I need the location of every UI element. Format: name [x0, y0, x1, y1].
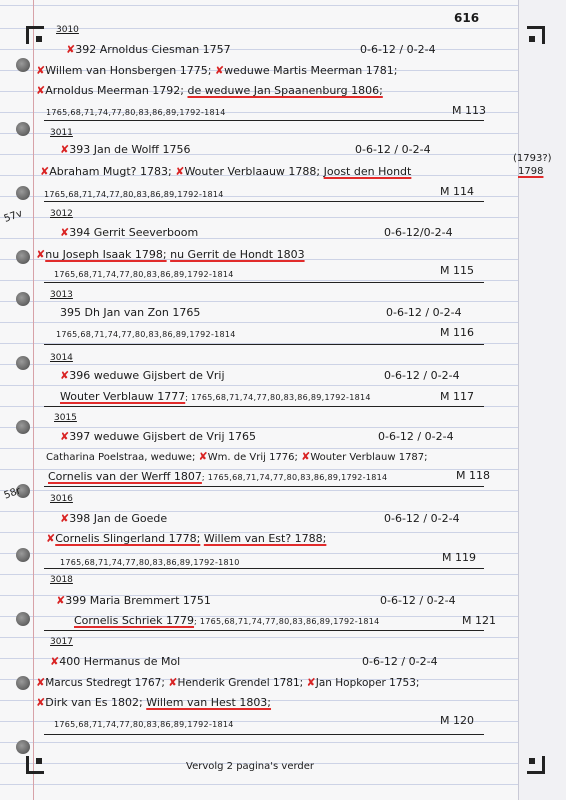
owner-name: 392 Arnoldus Ciesman 1757 [75, 43, 231, 56]
margin-line [33, 0, 34, 800]
cross-mark-icon: ✘ [60, 369, 70, 382]
divider [44, 486, 484, 487]
binder-hole-icon [16, 420, 30, 434]
divider [44, 282, 484, 283]
owner-name: Henderik Grendel 1781; [177, 677, 304, 689]
entry-number: 3018 [50, 575, 73, 585]
footer-note: Vervolg 2 pagina's verder [186, 761, 315, 772]
cross-mark-icon: ✘ [40, 165, 50, 178]
owner-name: 394 Gerrit Seeverboom [69, 226, 199, 239]
owner-name-underlined: Cornelis Slingerland 1778; [55, 532, 201, 545]
margin-note: 58r [2, 485, 23, 502]
cross-mark-icon: ✘ [56, 594, 66, 607]
register-ref: M 116 [440, 326, 474, 339]
corner-marker-icon [26, 26, 44, 44]
cross-mark-icon: ✘ [36, 64, 46, 77]
binder-hole-icon [16, 356, 30, 370]
divider [44, 344, 484, 345]
year-list: ; 1765,68,71,74,77,80,83,86,89,1792-1814 [201, 473, 388, 482]
owner-name-underlined: Joost den Hondt [323, 165, 412, 178]
entry-number: 3012 [50, 209, 73, 219]
owner-name-underlined: Cornelis van der Werff 1807 [48, 470, 202, 483]
owner-name: Marcus Stedregt 1767; [45, 677, 165, 689]
cross-mark-icon: ✘ [60, 226, 70, 239]
entry-number: 3014 [50, 353, 73, 363]
tax-amount: 0-6-12 / 0-2-4 [378, 430, 454, 443]
entry-number: 3011 [50, 128, 73, 138]
register-ref: M 119 [442, 551, 476, 564]
owner-name: 398 Jan de Goede [69, 512, 168, 525]
binder-hole-icon [16, 548, 30, 562]
year-list: ; 1765,68,71,74,77,80,83,86,89,1792-1814 [194, 617, 380, 626]
register-ref: M 117 [440, 390, 474, 403]
divider [44, 630, 484, 631]
cross-mark-icon: ✘ [214, 64, 225, 77]
register-ref: M 113 [452, 104, 486, 117]
year-list: 1765,68,71,74,77,80,83,86,89,1792-1810 [60, 558, 240, 567]
entry-number: 3016 [50, 494, 73, 504]
year-list: ; 1765,68,71,74,77,80,83,86,89,1792-1814 [185, 393, 371, 402]
margin-note: 57v [2, 208, 24, 225]
binder-hole-icon [16, 58, 30, 72]
cross-mark-icon: ✘ [60, 512, 70, 525]
owner-name-underlined: Willem van Hest 1803; [146, 696, 272, 709]
cross-mark-icon: ✘ [46, 532, 56, 545]
owner-name: 400 Hermanus de Mol [59, 655, 181, 668]
binder-hole-icon [16, 612, 30, 626]
cross-mark-icon: ✘ [60, 430, 70, 443]
owner-name: Jan Hopkoper 1753; [315, 677, 420, 689]
binder-hole-icon [16, 740, 30, 754]
owner-name: Willem van Honsbergen 1775; [45, 64, 212, 77]
owner-name: Dirk van Es 1802; [45, 696, 143, 709]
divider [44, 568, 484, 569]
cross-mark-icon: ✘ [36, 248, 46, 261]
date-note: 1798 [518, 166, 544, 177]
owner-name-underlined: de weduwe Jan Spaanenburg 1806; [187, 84, 383, 97]
year-list: 1765,68,71,74,77,80,83,86,89,1792-1814 [46, 108, 226, 117]
owner-name-underlined: nu Joseph Isaak 1798; [45, 248, 167, 261]
tax-amount: 0-6-12/0-2-4 [384, 226, 453, 239]
register-ref: M 114 [440, 185, 474, 198]
tax-amount: 0-6-12 / 0-2-4 [384, 369, 460, 382]
divider [44, 406, 484, 407]
cross-mark-icon: ✘ [60, 143, 70, 156]
cross-mark-icon: ✘ [301, 450, 311, 463]
owner-name: 395 Dh Jan van Zon 1765 [60, 306, 201, 319]
register-ref: M 120 [440, 714, 474, 727]
owner-name: 399 Maria Bremmert 1751 [65, 594, 211, 607]
binder-hole-icon [16, 122, 30, 136]
owner-name: Wouter Verblauw 1787; [310, 452, 428, 463]
corner-marker-icon [26, 756, 44, 774]
entry-number: 3015 [54, 413, 77, 423]
corner-marker-icon [527, 26, 545, 44]
owner-name: 393 Jan de Wolff 1756 [69, 143, 191, 156]
owner-name: weduwe Martis Meerman 1781; [224, 64, 398, 77]
register-ref: M 118 [456, 469, 490, 482]
page-edge-strip [519, 0, 566, 800]
owner-name-underlined: Willem van Est? 1788; [203, 532, 327, 545]
owner-name: Abraham Mugt? 1783; [49, 165, 172, 178]
binder-hole-icon [16, 676, 30, 690]
owner-name: Wm. de Vrij 1776; [207, 452, 298, 463]
year-list: 1765,68,71,74,77,80,83,86,89,1792-1814 [44, 190, 224, 199]
divider [44, 120, 484, 121]
cross-mark-icon: ✘ [36, 676, 46, 689]
page-edge-line [518, 0, 519, 800]
cross-mark-icon: ✘ [198, 450, 208, 463]
tax-amount: 0-6-12 / 0-2-4 [362, 655, 438, 668]
year-list: 1765,68,71,74,77,80,83,86,89,1792-1814 [54, 270, 234, 279]
tax-amount: 0-6-12 / 0-2-4 [386, 306, 462, 319]
cross-mark-icon: ✘ [50, 655, 60, 668]
owner-name: Wouter Verblaauw 1788; [184, 165, 321, 178]
entry-number: 3017 [50, 637, 73, 647]
register-ref: M 115 [440, 264, 474, 277]
cross-mark-icon: ✘ [36, 696, 46, 709]
divider [44, 734, 484, 735]
tax-amount: 0-6-12 / 0-2-4 [380, 594, 456, 607]
year-list: 1765,68,71,74,77,80,83,86,89,1792-1814 [56, 330, 236, 339]
entry-number: 3010 [56, 25, 79, 35]
cross-mark-icon: ✘ [66, 43, 76, 56]
tax-amount: 0-6-12 / 0-2-4 [360, 43, 436, 56]
binder-hole-icon [16, 186, 30, 200]
cross-mark-icon: ✘ [306, 676, 316, 689]
owner-name-underlined: Wouter Verblauw 1777 [60, 390, 186, 403]
cross-mark-icon: ✘ [168, 676, 178, 689]
owner-name-underlined: Cornelis Schriek 1779 [74, 614, 195, 627]
cross-mark-icon: ✘ [36, 84, 46, 97]
owner-name: Catharina Poelstraa, weduwe; [46, 452, 196, 463]
register-ref: M 121 [462, 614, 496, 627]
owner-name: 397 weduwe Gijsbert de Vrij 1765 [69, 430, 257, 443]
owner-name: 396 weduwe Gijsbert de Vrij [69, 369, 225, 382]
owner-name-underlined: nu Gerrit de Hondt 1803 [170, 248, 305, 261]
date-note: (1793?) [513, 153, 552, 164]
binder-hole-icon [16, 250, 30, 264]
entry-number: 3013 [50, 290, 73, 300]
year-list: 1765,68,71,74,77,80,83,86,89,1792-1814 [54, 720, 234, 729]
cross-mark-icon: ✘ [175, 165, 185, 178]
binder-hole-icon [16, 292, 30, 306]
owner-name: Arnoldus Meerman 1792; [45, 84, 184, 97]
divider [44, 201, 484, 202]
page-number: 616 [454, 11, 480, 25]
tax-amount: 0-6-12 / 0-2-4 [355, 143, 431, 156]
corner-marker-icon [527, 756, 545, 774]
tax-amount: 0-6-12 / 0-2-4 [384, 512, 460, 525]
